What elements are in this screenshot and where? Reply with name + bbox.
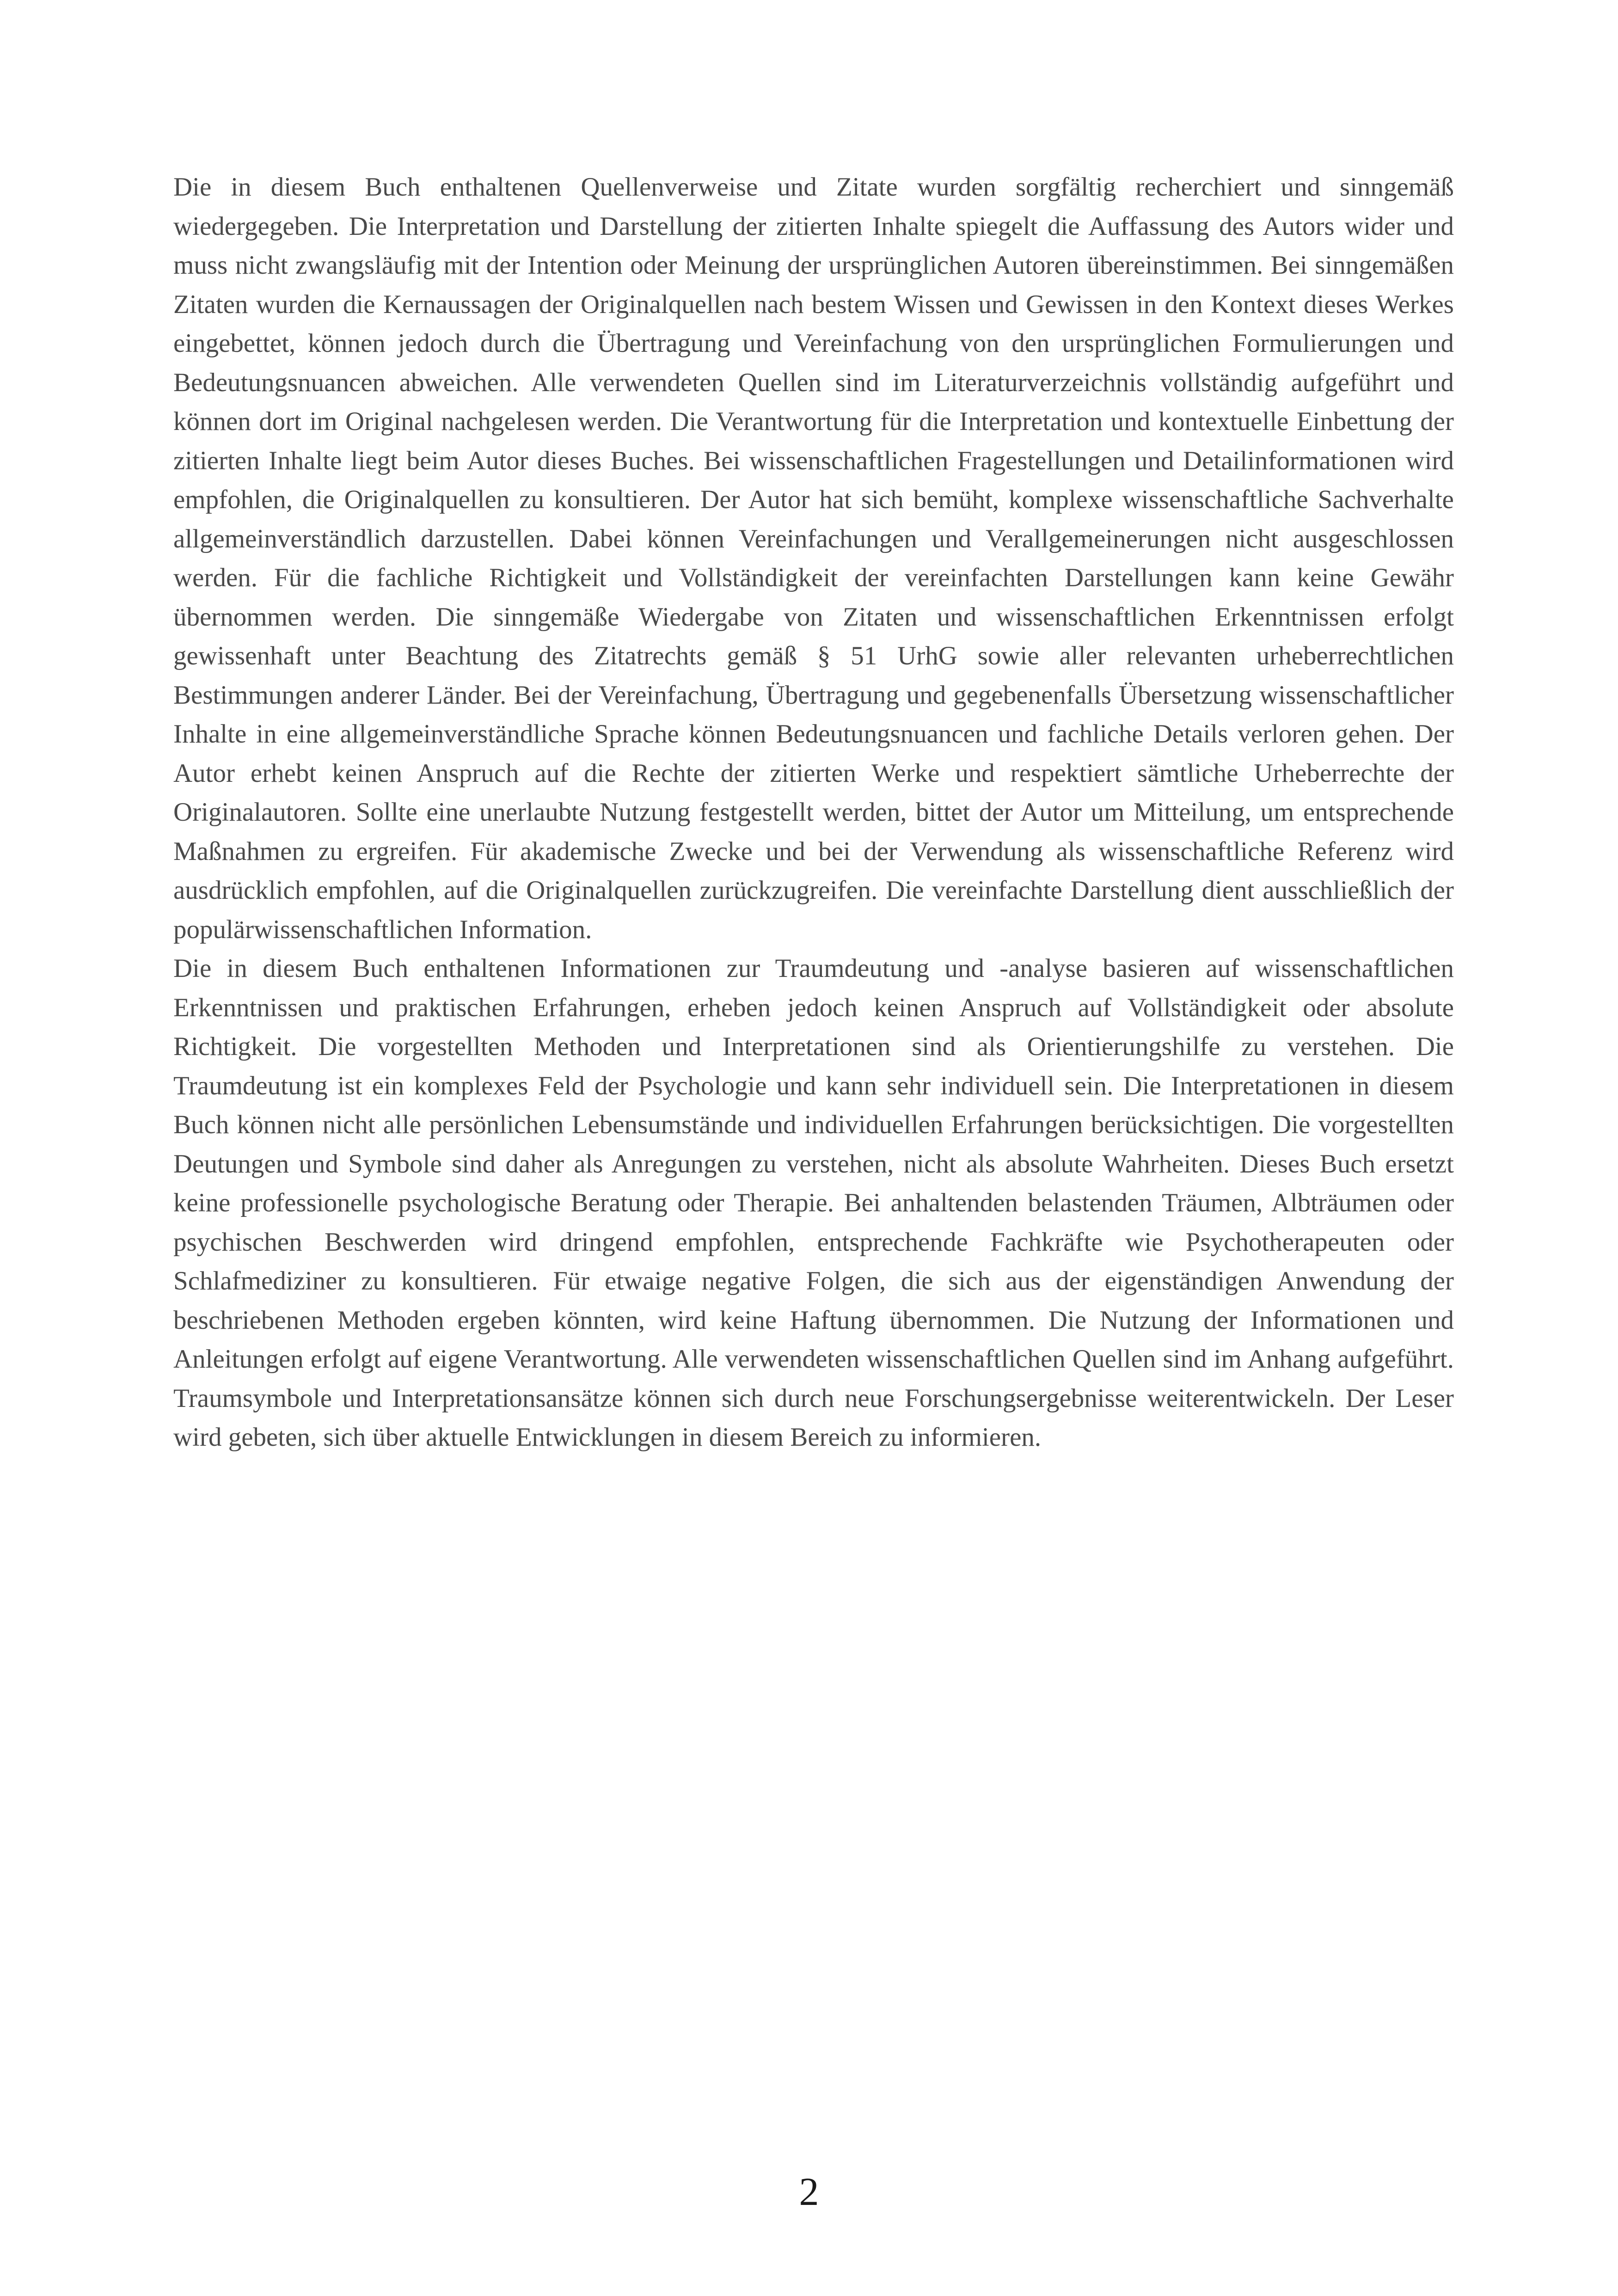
disclaimer-text-body [173, 168, 1454, 1457]
paragraph-dream-interpretation-disclaimer: Die in diesem Buch enthaltenen Informationen zur Traumdeutung und -analyse basieren auf wissenschaftlichen Erkenntnissen und praktischen Erfahrungen, erheben jedoch keinen Anspruch auf Vollständigkeit oder absolute Richtigkeit. Die vorgestellten Methoden und Interpretationen sind als Orientierungshilfe zu verstehen. Die Traumdeutung ist ein komplexes Feld der Psychologie und kann sehr individuell sein. Die Interpretationen in diesem Buch können nicht alle persönlichen Lebensumstände und individuellen Erfahrungen berücksichtigen. Die vorgestellten Deutungen und Symbole sind daher als Anregungen zu verstehen, nicht als absolute Wahrheiten. Dieses Buch ersetzt keine professionelle psychologische Beratung oder Therapie. Bei anhaltenden belastenden Träumen, Albträumen oder psychischen Beschwerden wird dringend empfohlen, entsprechende Fachkräfte wie Psychotherapeuten oder Schlafmediziner zu konsultieren. Für etwaige negative Folgen, die sich aus der eigenständigen Anwendung der beschriebenen Methoden ergeben könnten, wird keine Haftung übernommen. Die Nutzung der Informationen und Anleitungen erfolgt auf eigene Verantwortung. Alle verwendeten wissenschaftlichen Quellen sind im Anhang aufgeführt. Traumsymbole und Interpretationsansätze können sich durch neue Forschungsergebnisse weiterentwickeln. Der Leser wird gebeten, sich über aktuelle Entwicklungen in diesem Bereich zu informieren. [173, 954, 1454, 1452]
page-number: 2 [799, 2169, 819, 2214]
paragraph-sources-disclaimer: Die in diesem Buch enthaltenen Quellenverweise und Zitate wurden sorgfältig recherchiert und sinngemäß wiedergegeben. Die Interpretation und Darstellung der zitierten Inhalte spiegelt die Auffassung des Autors wider und muss nicht zwangsläufig mit der Intention oder Meinung der ursprünglichen Autoren übereinstimmen. Bei sinngemäßen Zitaten wurden die Kernaussagen der Originalquellen nach bestem Wissen und Gewissen in den Kontext dieses Werkes eingebettet, können jedoch durch die Übertragung und Vereinfachung von den ursprünglichen Formulierungen und Bedeutungsnuancen abweichen. Alle verwendeten Quellen sind im Literaturverzeichnis vollständig aufgeführt und können dort im Original nachgelesen werden. Die Verantwortung für die Interpretation und kontextuelle Einbettung der zitierten Inhalte liegt beim Autor dieses Buches. Bei wissenschaftlichen Fragestellungen und Detailinformationen wird empfohlen, die Originalquellen zu konsultieren. Der Autor hat sich bemüht, komplexe wissenschaftliche Sachverhalte allgemeinverständlich darzustellen. Dabei können Vereinfachungen und Verallgemeinerungen nicht ausgeschlossen werden. Für die fachliche Richtigkeit und Vollständigkeit der vereinfachten Darstellungen kann keine Gewähr übernommen werden. Die sinngemäße Wiedergabe von Zitaten und wissenschaftlichen Erkenntnissen erfolgt gewissenhaft unter Beachtung des Zitatrechts gemäß § 51 UrhG sowie aller relevanten urheberrechtlichen Bestimmungen anderer Länder. Bei der Vereinfachung, Übertragung und gegebenenfalls Übersetzung wissenschaftlicher Inhalte in eine allgemeinverständliche Sprache können Bedeutungsnuancen und fachliche Details verloren gehen. Der Autor erhebt keinen Anspruch auf die Rechte der zitierten Werke und respektiert sämtliche Urheberrechte der Originalautoren. Sollte eine unerlaubte Nutzung festgestellt werden, bittet der Autor um Mitteilung, um entsprechende Maßnahmen zu ergreifen. Für akademische Zwecke und bei der Verwendung als wissenschaftliche Referenz wird ausdrücklich empfohlen, auf die Originalquellen zurückzugreifen. Die vereinfachte Darstellung dient ausschließlich der populärwissenschaftlichen Information. [173, 172, 1454, 944]
